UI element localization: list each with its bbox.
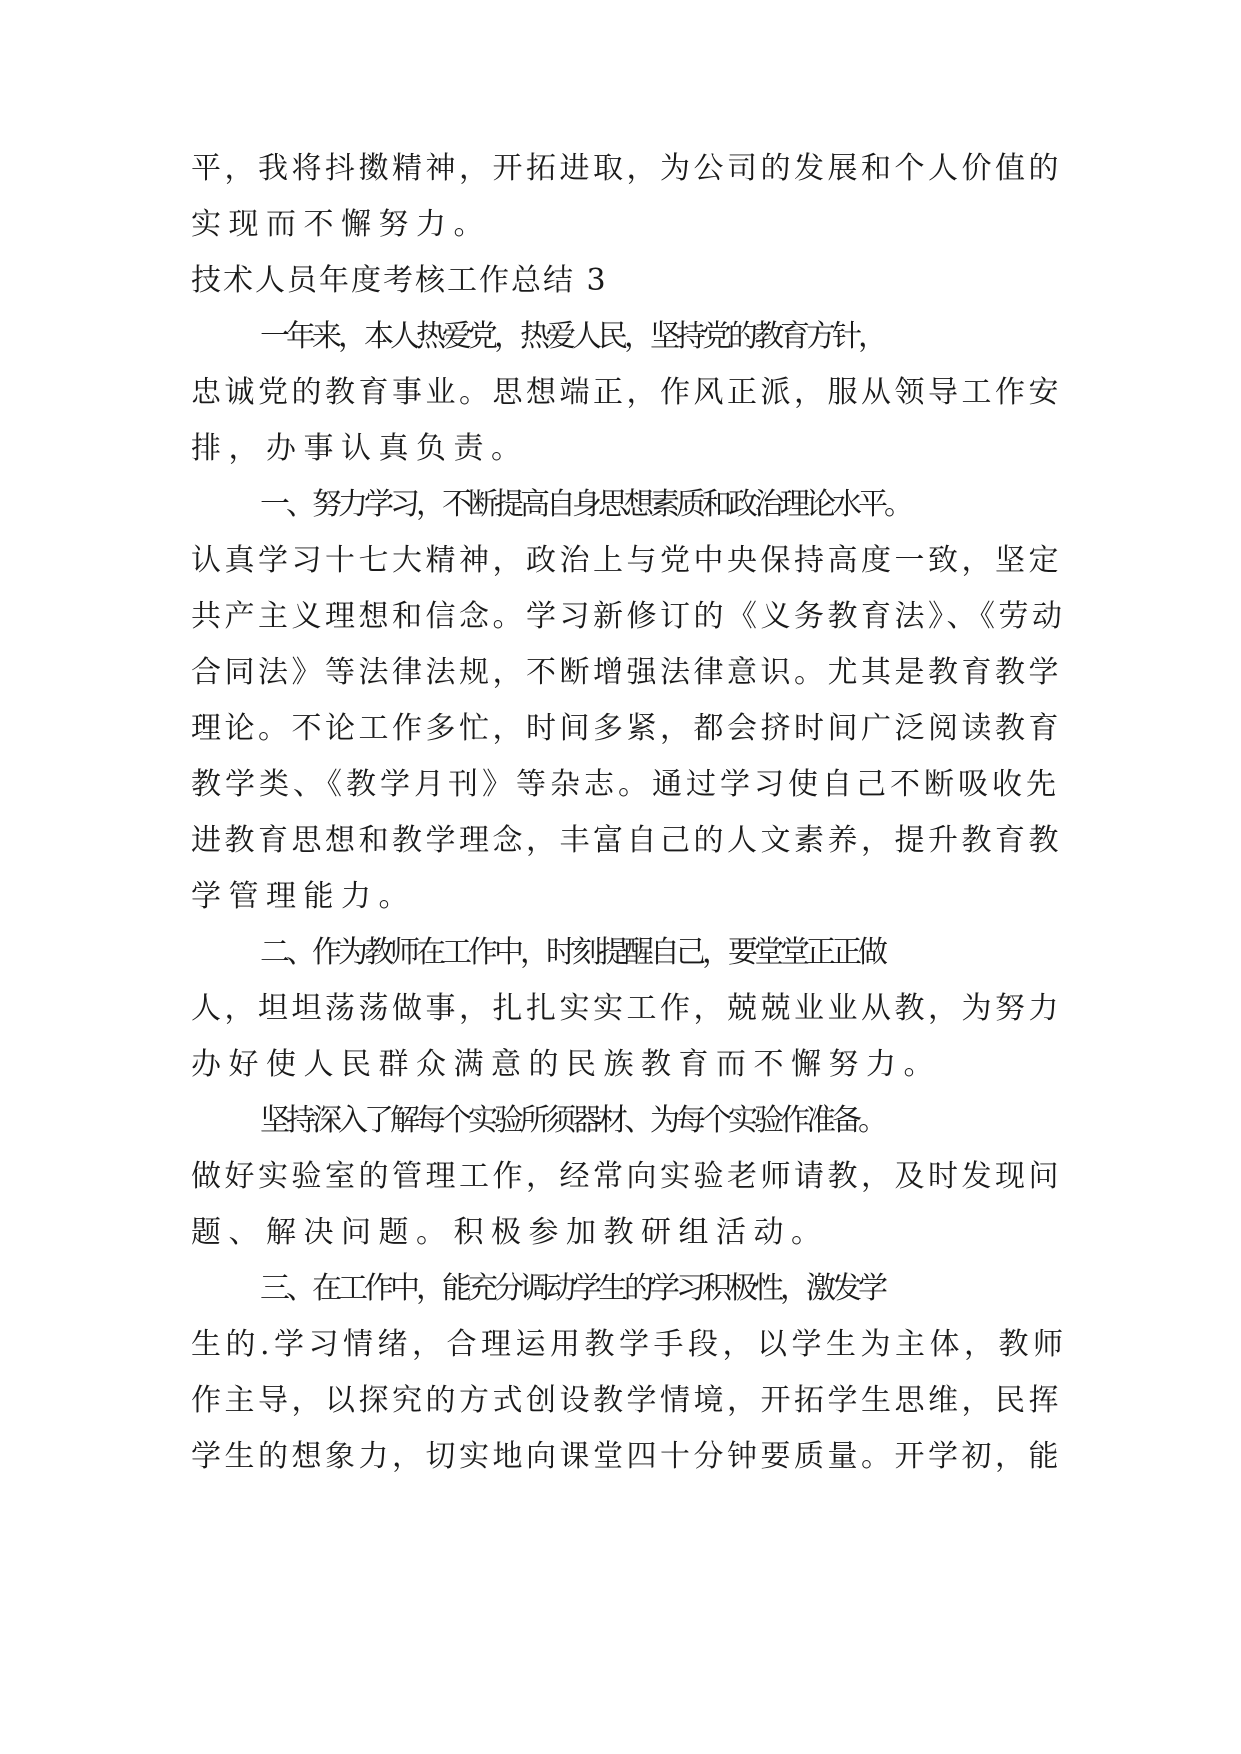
paragraph-first-line: 一、努力学习，不断提高自身思想素质和政治理论水平。 [260,487,910,522]
paragraph-first-line: 坚持深入了解每个实验所须器材、为每个实验作准备。 [260,1103,884,1138]
text-line: 实现而不懈努力。 [191,207,491,242]
text-line: 共产主义理想和信念。学习新修订的《义务教育法》、《劳动 [191,599,1066,634]
text-line: 平，我将抖擞精神，开拓进取，为公司的发展和个人价值的 [191,151,1062,186]
text-line: 生的.学习情绪，合理运用教学手段，以学生为主体，教师 [191,1327,1068,1362]
text-line: 认真学习十七大精神，政治上与党中央保持高度一致，坚定 [191,543,1062,578]
text-line: 进教育思想和教学理念，丰富自己的人文素养，提升教育教 [191,823,1062,858]
text-line: 教学类、《教学月刊》等杂志。通过学习使自己不断吸收先 [191,767,1060,802]
text-line: 办好使人民群众满意的民族教育而不懈努力。 [191,1047,941,1082]
text-line: 理论。不论工作多忙，时间多紧，都会挤时间广泛阅读教育 [191,711,1062,746]
text-line: 题、解决问题。积极参加教研组活动。 [191,1215,829,1250]
text-line: 做好实验室的管理工作，经常向实验老师请教，及时发现问 [191,1159,1062,1194]
text-line: 学生的想象力，切实地向课堂四十分钟要质量。开学初，能 [191,1439,1062,1474]
text-line: 排，办事认真负责。 [191,431,529,466]
paragraph-first-line: 三、在工作中，能充分调动学生的学习积极性，激发学 [260,1271,884,1306]
paragraph-first-line: 一年来，本人热爱党，热爱人民，坚持党的教育方针， [260,319,884,354]
section-title: 技术人员年度考核工作总结 3 [191,263,608,298]
text-line: 忠诚党的教育事业。思想端正，作风正派，服从领导工作安 [191,375,1062,410]
text-line: 合同法》等法律法规，不断增强法律意识。尤其是教育教学 [191,655,1062,690]
text-line: 作主导，以探究的方式创设教学情境，开拓学生思维，民挥 [191,1383,1062,1418]
paragraph-first-line: 二、作为教师在工作中，时刻提醒自己，要堂堂正正做 [260,935,884,970]
text-line: 人，坦坦荡荡做事，扎扎实实工作，兢兢业业从教，为努力 [191,991,1062,1026]
text-line: 学管理能力。 [191,879,416,914]
